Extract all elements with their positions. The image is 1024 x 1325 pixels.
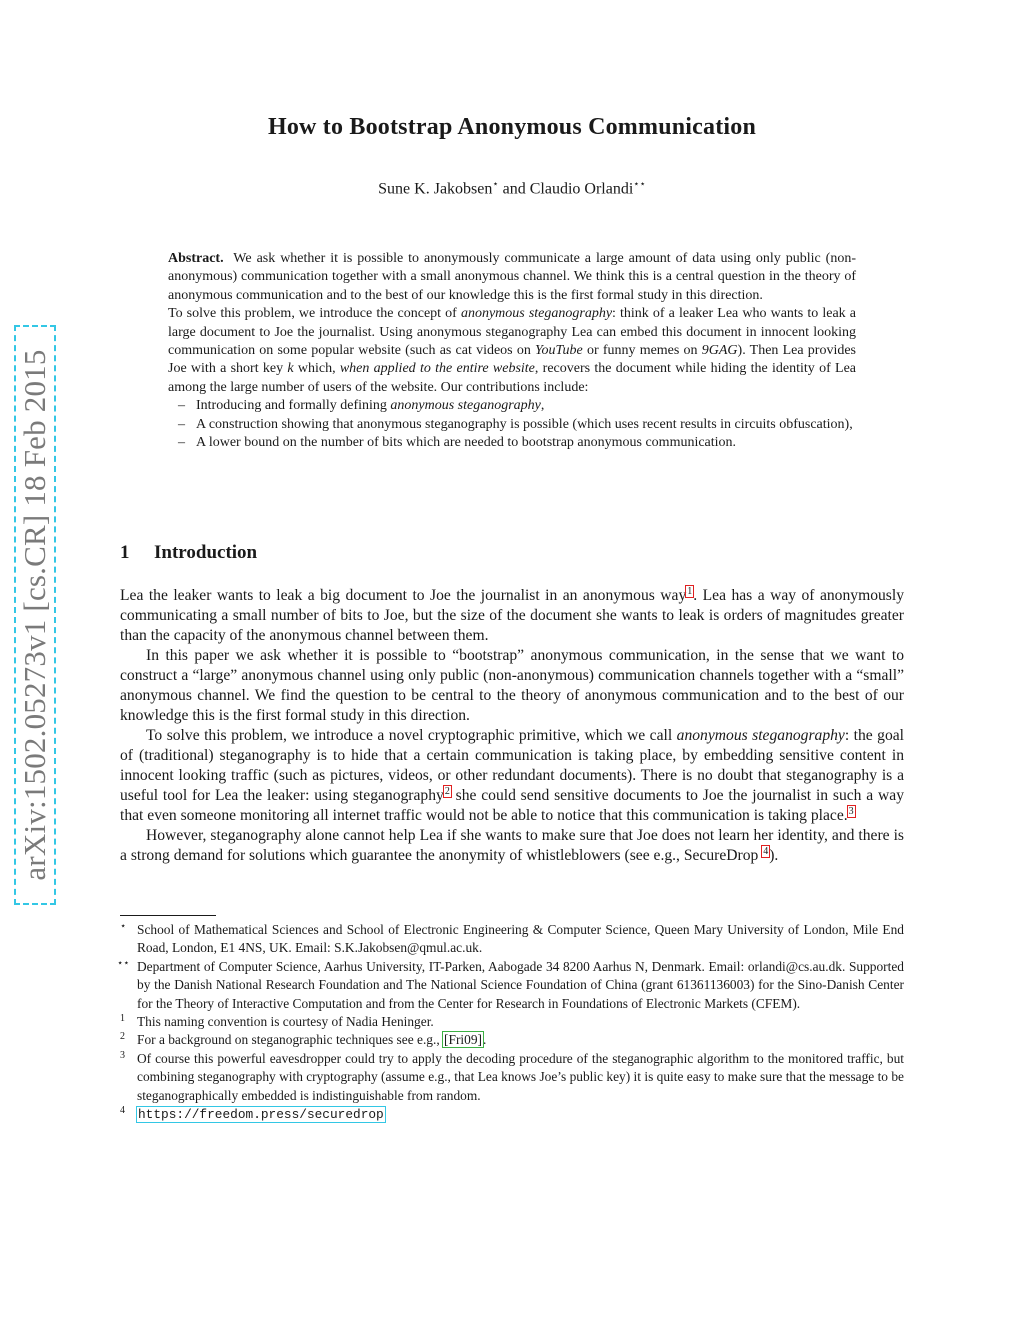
list-item: [168, 434, 856, 452]
citation-link-fri09[interactable]: [Fri09]: [444, 1032, 482, 1048]
body-text: she could send sensitive documents to Joe the journalist in such a way that even someone monitoring all internet traffic would not be able to notice that this communication is taking place.: [120, 787, 905, 824]
section-title: Introduction: [154, 542, 258, 563]
introduction-body: [120, 586, 904, 866]
footnote-text: Department of Computer Science, Aarhus University, IT-Parken, Aabogade 34 8200 Aarhus N, Denmark. Email: orlandi@cs.au.dk. Supported by the Danish National Research Foundation and The National Science Foundation of China (grant 61361136003) for the Sino-Danish Center for the Theory of Interactive Computation and from the Center for Research in Foundations of Electronic Markets (CFEM).: [137, 958, 904, 1011]
footnote-1: [120, 1013, 904, 1031]
author-jakobsen: Sune K. Jakobsen: [378, 180, 493, 198]
footnote-mark: 3: [120, 1049, 125, 1061]
body-paragraph-4: [120, 826, 904, 866]
footnote-affiliation-1: [120, 921, 904, 958]
body-paragraph-3: [120, 726, 904, 826]
abstract-paragraph-1: [168, 250, 856, 305]
abstract: [168, 250, 856, 452]
body-paragraph-1: [120, 586, 904, 646]
abstract-text: ). Then Lea provides Joe with a short key: [168, 343, 856, 377]
abstract-text-1: We ask whether it is possible to anonymously communicate a large amount of data using only public (non-anonymous) communication together with a small anonymous channel. We think this is a central question in the theory of anonymous communication and to the best of our knowledge this is the first formal study in this direction.: [168, 251, 856, 303]
bullet-dash: –: [178, 416, 185, 432]
list-item-emphasis: anonymous steganography: [390, 398, 541, 414]
footnote-mark: ⋆: [120, 921, 127, 932]
abstract-text: or funny memes on: [582, 343, 702, 359]
body-text: However, steganography alone cannot help Lea if she wants to make sure that Joe does not learn her identity, and there is a strong demand for solutions which guarantee the anonymity of whistleblowers (see e.g., SecureDrop: [120, 827, 904, 864]
section-heading-introduction: [120, 542, 257, 564]
footnotes: [117, 921, 904, 1124]
body-text: . Lea has a way of anonymously communicating a small number of bits to Joe, but the size of the document she wants to leak is orders of magnitudes greater than the capacity of the anonymous channel between them.: [120, 587, 904, 644]
body-text: To solve this problem, we introduce a novel cryptographic primitive, which we call: [146, 727, 677, 744]
list-item: [168, 397, 856, 415]
footnote-text: This naming convention is courtesy of Nadia Heninger.: [137, 1014, 434, 1030]
footnote-mark: 4: [120, 1105, 125, 1117]
bullet-dash: –: [178, 435, 185, 451]
footnote-text: .: [482, 1032, 487, 1048]
body-text: ).: [769, 847, 779, 864]
abstract-text: , recovers the document while hiding the identity of Lea among the large number of users of the website. Our contributions include:: [168, 361, 856, 395]
footnote-ref-4[interactable]: 4: [763, 845, 769, 857]
author-connector: and: [498, 180, 530, 198]
abstract-emphasis: k: [287, 361, 294, 377]
footnote-4: [120, 1105, 904, 1124]
section-number: 1: [120, 542, 130, 563]
list-item-text: Introducing and formally defining: [196, 398, 391, 414]
list-item-text: A construction showing that anonymous steganography is possible (which uses recent results in circuits obfuscation),: [196, 416, 853, 432]
contributions-list: [168, 397, 856, 452]
arxiv-identifier-stamp[interactable]: arXiv:1502.05273v1 [cs.CR] 18 Feb 2015: [14, 325, 56, 905]
body-text: : the goal of (traditional) steganography is to hide that a certain communication is taking place, by embedding sensitive content in innocent looking traffic (such as pictures, videos, or other redundant documents). There is no doubt that steganography is a useful tool for Lea the leaker: using steganography: [120, 727, 904, 804]
abstract-emphasis: anonymous steganography: [460, 306, 613, 322]
list-item-text: ,: [540, 398, 545, 414]
footnote-mark: ⋆⋆: [117, 957, 130, 969]
footnote-divider: [120, 915, 216, 916]
list-item: [168, 416, 856, 434]
footnote-ref-3[interactable]: 3: [848, 805, 854, 817]
affiliation-mark-2[interactable]: ⋆⋆: [633, 179, 646, 190]
abstract-label: Abstract.: [168, 251, 224, 266]
affiliation-mark-1[interactable]: ⋆: [492, 179, 499, 190]
body-paragraph-2: In this paper we ask whether it is possible to “bootstrap” anonymous communication, in the sense that we want to construct a “large” anonymous channel using only public (non-anonymous) communication channels together with a “small” anonymous channel. We find the question to be central to the theory of anonymous communication and to the best of our knowledge this is the first formal study in this direction.: [120, 647, 904, 724]
abstract-paragraph-2: [168, 305, 856, 397]
securedrop-url-link[interactable]: https://freedom.press/securedrop: [138, 1107, 384, 1123]
footnote-mark: 1: [120, 1013, 125, 1025]
footnote-text: For a background on steganographic techniques see e.g.,: [137, 1032, 444, 1048]
list-item-text: A lower bound on the number of bits which are needed to bootstrap anonymous communication.: [196, 435, 737, 451]
abstract-emphasis: 9GAG: [701, 343, 738, 359]
body-emphasis: anonymous steganography: [676, 727, 845, 744]
author-line: [0, 179, 1024, 198]
abstract-emphasis: YouTube: [535, 343, 583, 359]
footnote-3: [120, 1050, 904, 1105]
abstract-emphasis: when applied to the entire website: [339, 361, 535, 377]
abstract-text: which,: [293, 361, 340, 377]
abstract-text: To solve this problem, we introduce the concept of: [168, 306, 461, 322]
footnote-text: Of course this powerful eavesdropper could try to apply the decoding procedure of the steganographic algorithm to the monitored traffic, but combining steganography with cryptography (assume e.g., that Lea knows Joe’s public key) it is quite easy to make sure that the message to be steganographically embedded is indistinguishable from random.: [137, 1050, 904, 1103]
footnote-2: [120, 1031, 904, 1049]
footnote-text: School of Mathematical Sciences and School of Electronic Engineering & Computer Science, Queen Mary University of London, Mile End Road, London, E1 4NS, UK. Email: S.K.Jakobsen@qmul.ac.uk.: [137, 922, 904, 956]
abstract-text: : think of a leaker Lea who wants to leak a large document to Joe the journalist. Using anonymous steganography Lea can embed this document in innocent looking communication on some popular website (such as cat videos on: [168, 306, 856, 359]
body-text: Lea the leaker wants to leak a big document to Joe the journalist in an anonymous way: [120, 587, 687, 604]
footnote-ref-2[interactable]: 2: [444, 785, 450, 797]
footnote-affiliation-2: [117, 957, 904, 1013]
footnote-ref-1[interactable]: 1: [687, 585, 693, 597]
footnote-mark: 2: [120, 1031, 125, 1043]
author-orlandi: Claudio Orlandi: [529, 180, 634, 198]
bullet-dash: –: [178, 398, 185, 414]
paper-title: How to Bootstrap Anonymous Communication: [267, 114, 757, 140]
